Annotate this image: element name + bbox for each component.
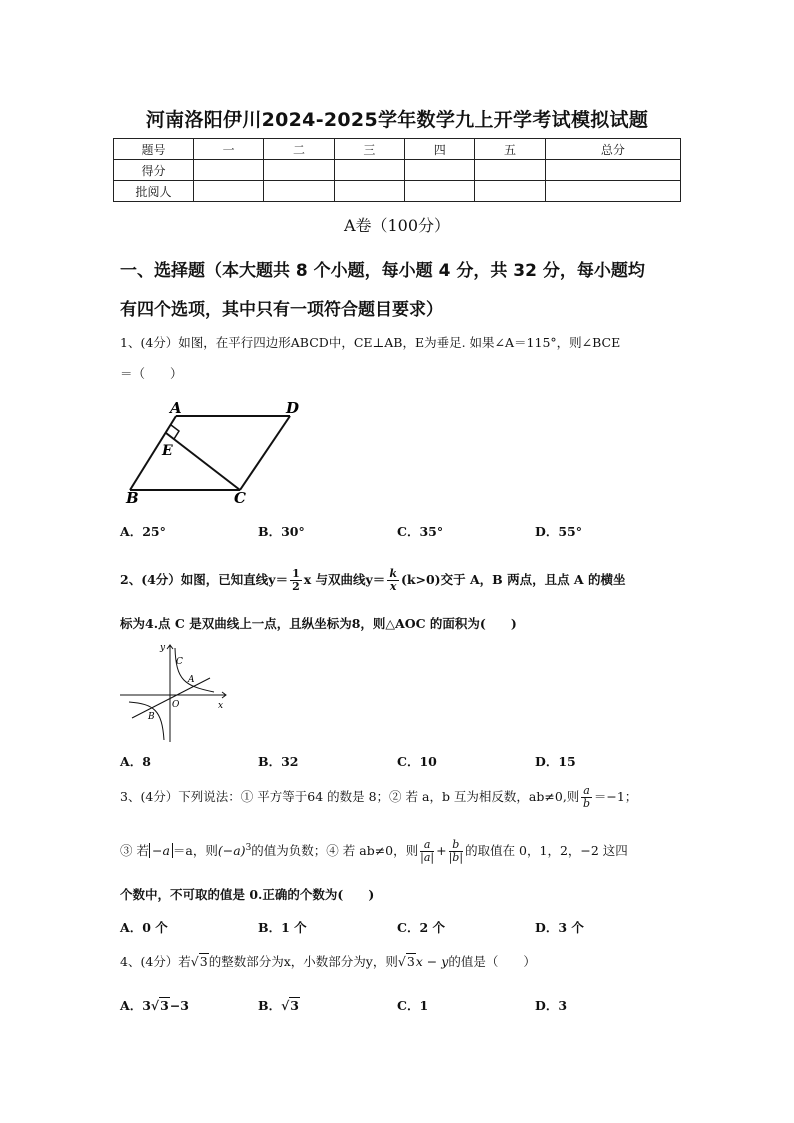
table-cell[interactable] [475, 160, 545, 181]
table-cell[interactable] [405, 160, 475, 181]
q3-option-d[interactable]: D．3 个 [535, 920, 584, 935]
expression-tail: x − y [415, 954, 449, 969]
table-cell[interactable] [264, 160, 334, 181]
table-cell[interactable] [334, 181, 404, 202]
section-heading-line2: 有四个选项，其中只有一项符合题目要求） [120, 300, 443, 320]
table-cell[interactable] [194, 181, 264, 202]
vertex-label-b: B [126, 489, 139, 506]
sqrt-three-option-a: 3 [160, 998, 169, 1013]
point-label-c: C [176, 657, 183, 667]
table-cell: 二 [264, 139, 334, 160]
volume-heading: A卷（100分） [343, 216, 451, 235]
table-cell: 总分 [545, 139, 680, 160]
table-row [114, 160, 681, 181]
table-cell[interactable] [405, 181, 475, 202]
sqrt-three: 3 [199, 954, 208, 969]
table-cell[interactable] [194, 160, 264, 181]
fraction-a-over-abs-a: $\frac{a}{|a|}$ [420, 838, 435, 865]
q2-option-b[interactable]: B．32 [258, 754, 299, 769]
q4-option-a-suffix: −3 [169, 998, 189, 1013]
fraction-one-half: $\frac{1}{2}$ [292, 567, 300, 593]
table-cell[interactable] [545, 181, 680, 202]
q4-option-b-prefix: B． [258, 998, 282, 1013]
question-1-text2: ＝（ ） [120, 366, 183, 381]
point-label-a: A [188, 675, 195, 685]
q4-text-part: 的整数部分为x，小数部分为y，则 [208, 954, 398, 969]
fraction-k-over-x: $\frac{k}{x}$ [389, 567, 397, 593]
q3-option-b[interactable]: B．1 个 [258, 920, 307, 935]
sqrt-three-option-b: 3 [290, 998, 299, 1013]
question-4-text: 4、(4分）若√3的整数部分为x，小数部分为y，则√3x − y的值是（ ） [120, 954, 536, 969]
point-label-b: B [148, 712, 155, 722]
table-cell: 得分 [114, 160, 194, 181]
question-3-line3: 个数中，不可取的值是 0.正确的个数为( ) [120, 887, 375, 902]
q3-text-part: ＝−1； [593, 789, 638, 804]
axis-label-x: x [218, 701, 224, 711]
sqrt-three-expr: 3 [406, 954, 415, 969]
table-row [114, 181, 681, 202]
parallelogram-figure [120, 398, 310, 506]
table-header-row [114, 139, 681, 160]
score-table [113, 138, 681, 202]
vertex-label-d: D [286, 399, 300, 417]
table-cell[interactable] [545, 160, 680, 181]
q4-text-part: 的值是（ ） [448, 954, 536, 969]
table-cell: 三 [334, 139, 404, 160]
origin-label: O [172, 700, 180, 710]
q3-text-part: 的值为负数；④ 若 ab≠0，则 [251, 843, 419, 859]
q4-option-c[interactable]: C．1 [397, 998, 429, 1013]
q3-text-part: 3、(4分）下列说法：① 平方等于64 的数是 8；② 若 a，b 互为相反数，ab≠0,则 [120, 789, 580, 804]
q1-option-c[interactable]: C．35° [397, 524, 444, 539]
plus-sign: + [436, 843, 447, 859]
fraction-a-over-b: $\frac{a}{b}$ [583, 784, 591, 810]
q1-option-a[interactable]: A．25° [120, 524, 166, 539]
table-cell: 一 [194, 139, 264, 160]
q3-text-part: ＝a，则 [172, 843, 218, 859]
table-cell: 题号 [114, 139, 194, 160]
table-cell[interactable] [475, 181, 545, 202]
absolute-value-expr: −a [149, 843, 173, 858]
table-cell: 五 [475, 139, 545, 160]
q3-text-part: ③ 若 [120, 843, 149, 859]
table-cell[interactable] [264, 181, 334, 202]
hyperbola-figure [118, 640, 233, 746]
q1-option-d[interactable]: D．55° [535, 524, 582, 539]
vertex-label-e: E [162, 443, 173, 459]
fraction-b-over-abs-b: $\frac{b}{|b|}$ [448, 838, 464, 865]
q4-option-a-prefix: A．3 [120, 998, 151, 1013]
exam-title: 河南洛阳伊川2024-2025学年数学九上开学考试模拟试题 [145, 109, 649, 131]
q2-option-a[interactable]: A．8 [120, 754, 151, 769]
question-3-line2 [120, 828, 700, 868]
axis-label-y: y [160, 643, 166, 653]
q3-option-c[interactable]: C．2 个 [397, 920, 445, 935]
q2-option-c[interactable]: C．10 [397, 754, 437, 769]
vertex-label-a: A [170, 399, 182, 417]
table-cell: 批阅人 [114, 181, 194, 202]
q4-text-part: 4、(4分）若 [120, 954, 191, 969]
q2-text-part: 2、(4分）如图，已知直线y＝ [120, 572, 289, 587]
q2-option-d[interactable]: D．15 [535, 754, 576, 769]
q1-option-b[interactable]: B．30° [258, 524, 305, 539]
table-cell[interactable] [334, 160, 404, 181]
question-2-line1 [120, 565, 690, 595]
q4-option-d[interactable]: D．3 [535, 998, 568, 1013]
q4-option-a[interactable]: A．3√3−3 [120, 998, 189, 1013]
question-2-line2: 标为4.点 C 是双曲线上一点，且纵坐标为8，则△AOC 的面积为( ) [120, 616, 517, 631]
q2-text-part: (k>0)交于 A，B 两点，且点 A 的横坐 [400, 572, 626, 587]
question-3-line1 [120, 780, 700, 814]
vertex-label-c: C [234, 489, 246, 506]
section-heading-line1: 一、选择题（本大题共 8 个小题，每小题 4 分，共 32 分，每小题均 [120, 261, 645, 281]
power-exponent: 3 [245, 843, 252, 853]
q3-text-part: 的取值在 0，1，2，−2 这四 [465, 843, 628, 859]
q3-option-a[interactable]: A．0 个 [120, 920, 168, 935]
q4-option-b[interactable]: B．√3 [258, 998, 299, 1013]
question-1-text: 1、(4分）如图，在平行四边形ABCD中，CE⊥AB，E为垂足. 如果∠A＝115°，则∠BCE [120, 335, 621, 350]
table-cell: 四 [405, 139, 475, 160]
q2-text-part: x 与双曲线y＝ [303, 572, 386, 587]
power-base: (−a) [217, 843, 246, 859]
